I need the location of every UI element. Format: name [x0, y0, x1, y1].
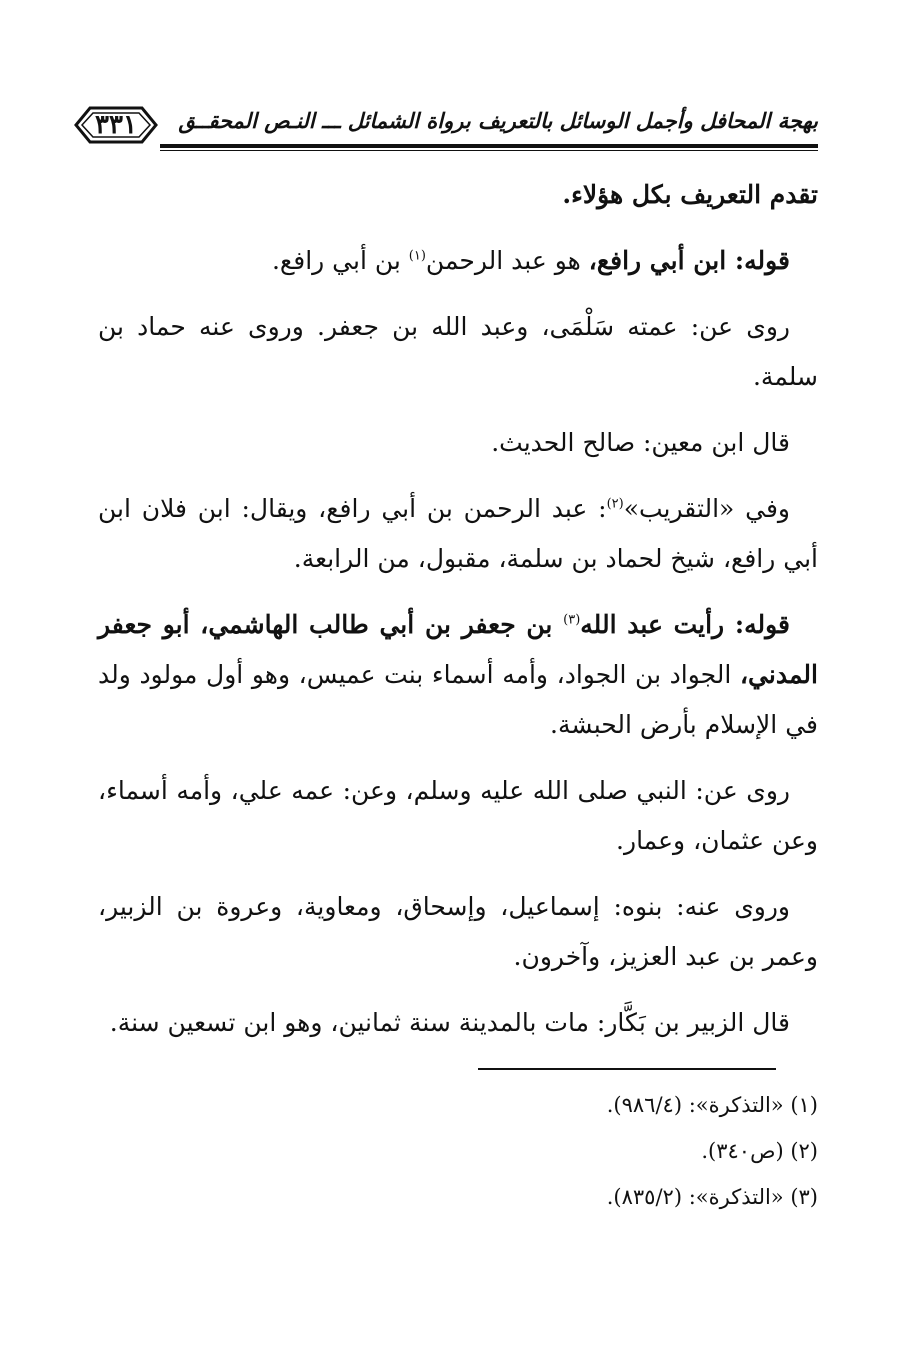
footnotes: [400, 1082, 818, 1220]
header-rule: [160, 144, 818, 148]
quote-label: قوله: ابن أبي رافع،: [588, 246, 790, 275]
paragraph-8: وروى عنه: بنوه: إسماعيل، وإسحاق، ومعاوية، وعروة بن الزبير، وعمر بن عبد العزيز، وآخرون.: [98, 892, 818, 971]
footnote-3: (٣) «التذكرة»: (٨٣٥/٢).: [606, 1185, 818, 1209]
paragraph-9: قال الزبير بن بَكَّار: مات بالمدينة سنة ثمانين، وهو ابن تسعين سنة.: [109, 1008, 790, 1037]
paragraph-6-text: الجواد بن الجواد، وأمه أسماء بنت عميس، وهو أول مولود ولد في الإسلام بأرض الحبشة.: [98, 660, 818, 739]
paragraph-7: روى عن: النبي صلى الله عليه وسلم، وعن: عمه علي، وأمه أسماء، وعن عثمان، وعمار.: [98, 776, 818, 855]
footnote-separator: [478, 1068, 776, 1070]
footnote-1: (١) «التذكرة»: (٩٨٦/٤).: [606, 1093, 818, 1117]
main-text: [98, 170, 818, 1064]
page-number-badge: [70, 102, 162, 148]
paragraph-5: [98, 484, 818, 584]
footnote-ref-3[interactable]: (٣): [563, 612, 581, 628]
quote-label-b: بن جعفر بن أبي طالب الهاشمي، أبو جعفر المدني،: [98, 610, 818, 689]
header-rule-thin: [160, 150, 818, 151]
paragraph-4: قال ابن معين: صالح الحديث.: [491, 428, 790, 457]
paragraph-1: تقدم التعريف بكل هؤلاء.: [562, 180, 818, 209]
quote-label-a: قوله: رأيت عبد الله: [580, 610, 790, 639]
paragraph-5-text-b: : عبد الرحمن بن أبي رافع، ويقال: ابن فلان ابن أبي رافع، شيخ لحماد بن سلمة، مقبول، من الرابعة.: [98, 494, 818, 573]
running-title: بهجة المحافل وأجمل الوسائل بالتعريف برواة الشمائل ـــ النـص المحقــق: [178, 108, 818, 133]
footnote-ref-1[interactable]: (١): [408, 248, 426, 264]
paragraph-3: روى عن: عمته سَلْمَى، وعبد الله بن جعفر. وروى عنه حماد بن سلمة.: [98, 312, 818, 391]
paragraph-2-text-b: بن أبي رافع.: [271, 246, 409, 275]
paragraph-5-text-a: وفي «التقريب»: [623, 494, 791, 523]
paragraph-2: [98, 236, 818, 286]
page-header: [70, 100, 818, 152]
paragraph-6: [98, 600, 818, 750]
footnote-2: (٢) (ص٣٤٠).: [701, 1139, 818, 1163]
page-number: ٣٣١: [95, 110, 137, 140]
footnote-ref-2[interactable]: (٢): [606, 496, 624, 512]
paragraph-2-text-a: هو عبد الرحمن: [425, 246, 589, 275]
